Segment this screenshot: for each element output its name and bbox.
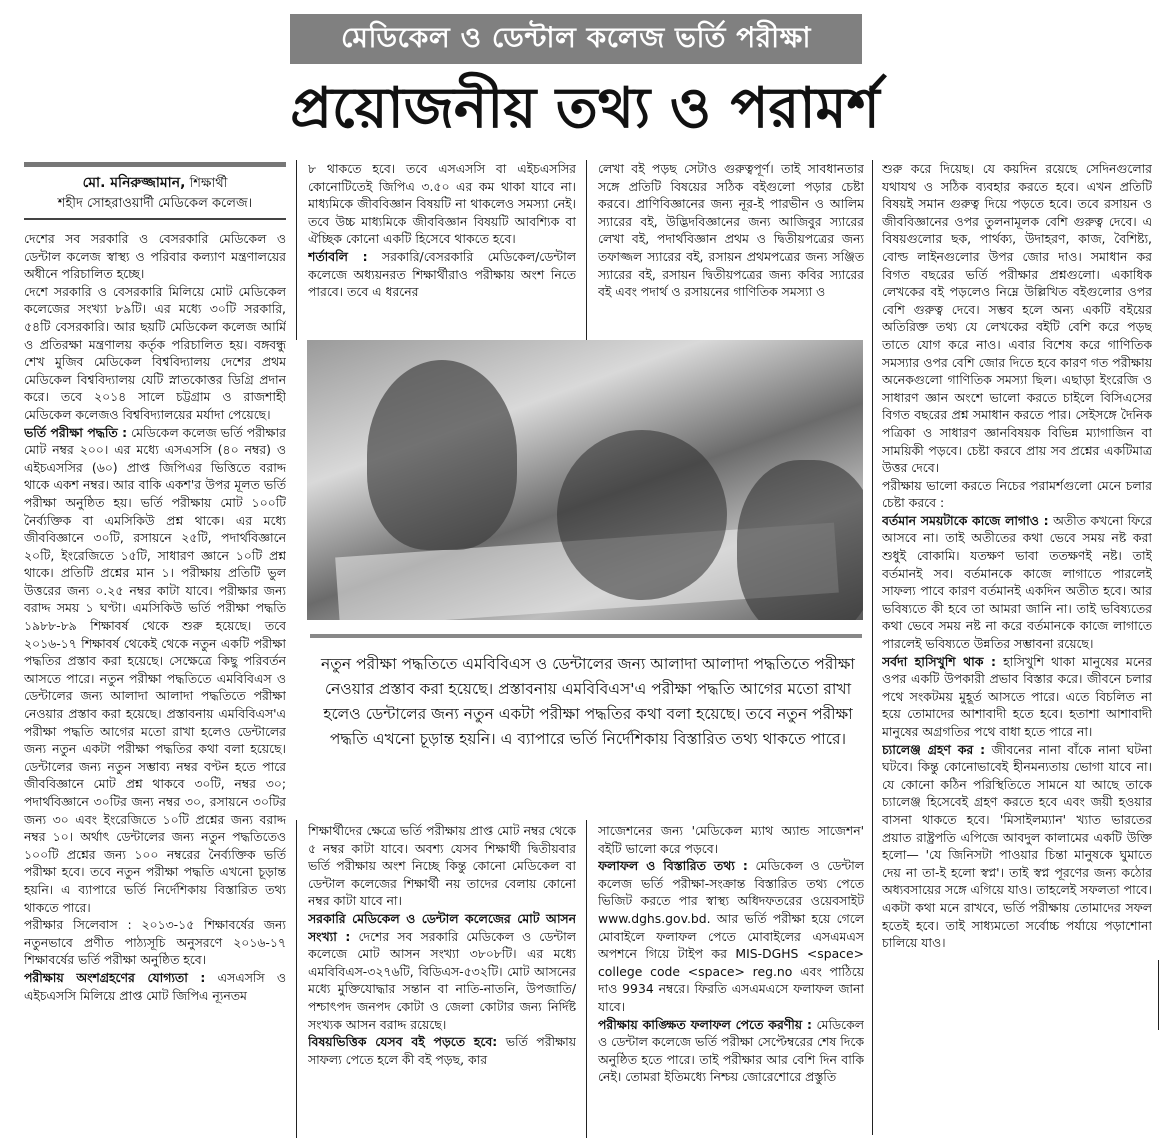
paragraph-text: এসএসসি ও এইচএসসি মিলিয়ে প্রাপ্ত মোট জিপিএ ন্যূনতম bbox=[24, 969, 286, 1003]
column-divider bbox=[296, 820, 297, 1138]
article-paragraph bbox=[882, 741, 1152, 952]
article-paragraph: শুরু করে দিয়েছ। যে কয়দিন রয়েছে সেদিনগুলোর যথাযথ ও সঠিক ব্যবহার করতে হবে। এখন প্রতিটি বিষয়ই সমান গুরুত্ব দিয়ে পড়তে হবে। তবে রসায়ন ও জীববিজ্ঞানের ওপর তুলনামূলক বেশি গুরুত্ব দেবে। এ বিষয়গুলোর ছক, পার্থক্য, উদাহরণ, কাজ, বৈশিষ্ট্য, বোল্ড লাইনগুলোর উপর জোর দাও। সমাধান কর বিগত বছরের ভর্তি পরীক্ষার প্রশ্নগুলো। একাধিক লেখকের বই পড়লেও নিম্নে উল্লিখিত বইগুলোর ওপর বেশি গুরুত্ব দেবে। সম্ভব হলে অন্য একটি বইয়ের অতিরিক্ত তথ্য যে লেখকের বইটি বেশি করে পড়ছ তাতে যোগ করে নাও। এবার বিশেষ করে গাণিতিক সমস্যার ওপর বেশি জোর দিতে হবে কারণ গত পরীক্ষায় অনেকগুলো গাণিতিক সমস্যা ছিল। এছাড়া ইংরেজি ও সাধারণ জ্ঞান অংশে ভালো করতে চাইলে বিসিএসের বিগত বছরের প্রশ্ন সমাধান করতে পার। সেইসঙ্গে দৈনিক পত্রিকা ও সাধারণ জ্ঞানবিষয়ক বিভিন্ন ম্যাগাজিন বা সাময়িকী পড়বে। চেষ্টা করবে প্রায় সব প্রশ্নের একটিমাত্র উত্তর দেবে। bbox=[882, 161, 1152, 476]
paragraph-text: হাসিখুশি থাকা মানুষের মনের ওপর একটি উপকারী প্রভাব বিস্তার করে। জীবনে চলার পথে সংকটময় মুহূর্ত আসতে পারে। এতে বিচলিত না হয়ে তোমাদের আশাবাদী হতে হবে। হতাশা আশাবাদী মানুষের অগ্রগতির পথে বাধা হতে পারে না। bbox=[882, 653, 1152, 739]
paragraph-text: ভর্তি পরীক্ষায় সাফল্য পেতে হলে কী বই পড়ছ, কার bbox=[308, 1034, 576, 1067]
subheading: চ্যালেঞ্জ গ্রহণ কর : bbox=[882, 741, 986, 757]
column-2-bottom bbox=[308, 822, 576, 1140]
column-divider bbox=[586, 160, 587, 340]
article-paragraph: দেশের সব সরকারি ও বেসরকারি মেডিকেল ও ডেন্টাল কলেজ স্বাস্থ্য ও পরিবার কল্যাণ মন্ত্রণালয়ের অধীনে পরিচালিত হচ্ছে। bbox=[24, 231, 286, 282]
column-divider bbox=[1158, 960, 1159, 1030]
headline: প্রয়োজনীয় তথ্য ও পরামর্শ bbox=[290, 75, 880, 141]
column-2-top bbox=[308, 160, 576, 336]
paragraph-text: সরকারি/বেসরকারি মেডিকেল/ডেন্টাল কলেজে অধ্যয়নরত শিক্ষার্থীরাও পরীক্ষায় অংশ নিতে পারবে। তবে এ ধরনের bbox=[308, 248, 576, 300]
article-paragraph bbox=[24, 424, 286, 917]
article-paragraph: পরীক্ষার সিলেবাস : ২০১৩-১৫ শিক্ষাবর্ষের জন্য নতুনভাবে প্রণীত পাঠ্যসূচি অনুসরণে ২০১৬-১৭ শিক্ষাবর্ষের ভর্তি পরীক্ষা অনুষ্ঠিত হবে। bbox=[24, 917, 286, 968]
article-paragraph: পরীক্ষায় ভালো করতে নিচের পরামর্শগুলো মেনে চলার চেষ্টা করবে : bbox=[882, 477, 1152, 511]
subheading: সরকারি মেডিকেল ও ডেন্টাল কলেজের মোট আসন সংখ্যা : bbox=[308, 910, 576, 944]
column-divider bbox=[586, 820, 587, 1138]
subheading: পরীক্ষায় কাঙ্ক্ষিত ফলাফল পেতে করণীয় : bbox=[598, 1016, 812, 1032]
article-paragraph bbox=[308, 910, 576, 1033]
paragraph-text: দেশের সব সরকারি মেডিকেল ও ডেন্টাল কলেজে মোট আসন সংখ্যা ৩৮০৮টি। এর মধ্যে এমবিবিএস-৩২৭৬টি, বিডিএস-৫৩২টি। মোট আসনের মধ্যে মুক্তিযোদ্ধার সন্তান বা নাতি-নাতনি, উপজাতি/পশ্চাৎপদ জনপদ কোটা ও জেলা কোটার জন্য নির্দিষ্ট সংখ্যক আসন বরাদ্দ রয়েছে। bbox=[308, 928, 576, 1032]
article-paragraph bbox=[598, 857, 864, 1015]
article-paragraph bbox=[24, 969, 286, 1004]
article-paragraph: দেশে সরকারি ও বেসরকারি মিলিয়ে মোট মেডিকেল কলেজের সংখ্যা ৮৯টি। এর মধ্যে ৩০টি সরকারি, ৫৪টি বেসরকারি। আর ছয়টি মেডিকেল কলেজ আর্মি ও প্রতিরক্ষা মন্ত্রণালয় কর্তৃক পরিচালিত হয়। বঙ্গবন্ধু শেখ মুজিব মেডিকেল বিশ্ববিদ্যালয় দেশের প্রথম মেডিকেল বিশ্ববিদ্যালয় যেটি স্নাতকোত্তর ডিগ্রি প্রদান করে। তবে ২০১৪ সালে চট্টগ্রাম ও রাজশাহী মেডিকেল কলেজও বিশ্ববিদ্যালয়ের মর্যাদা পেয়েছে। bbox=[24, 283, 286, 422]
subheading: বিষয়ভিত্তিক যেসব বই পড়তে হবে: bbox=[308, 1034, 498, 1050]
subheading: পরীক্ষায় অংশগ্রহণের যোগ্যতা : bbox=[24, 969, 206, 985]
column-3-top bbox=[598, 160, 864, 336]
subheading: শর্তাবলি : bbox=[308, 248, 368, 264]
paragraph-text: মেডিকেল ও ডেন্টাল কলেজ ভর্তি পরীক্ষা-সংক্রান্ত বিস্তারিত তথ্য পেতে ভিজিট করতে পার স্বাস্থ্য অধিদফতরের ওয়েবসাইট www.dghs.gov.bd. আর ভর্তি পরীক্ষা হয়ে গেলে মোবাইলে ফলাফল পেতে মোবাইলের এসএমএস অপশনে গিয়ে টাইপ কর MIS-DGHS <space> college code <space> reg.no এবং পাঠিয়ে দাও 9934 নম্বরে। ফিরতি এসএমএসে ফলাফল জানা যাবে। bbox=[598, 858, 864, 1014]
subheading: বর্তমান সময়টাকে কাজে লাগাও : bbox=[882, 512, 1049, 528]
article-paragraph: ৮ থাকতে হবে। তবে এসএসসি বা এইচএসসির কোনোটিতেই জিপিএ ৩.৫০ এর কম থাকা যাবে না। মাধ্যমিকে জীববিজ্ঞান বিষয়টি না থাকলেও সমস্যা নেই। তবে উচ্চ মাধ্যমিকে জীববিজ্ঞান বিষয়টি আবশ্যিক বা ঐচ্ছিক কোনো একটি হিসেবে থাকতে হবে। bbox=[308, 161, 576, 247]
article-paragraph bbox=[882, 653, 1152, 741]
article-paragraph: লেখা বই পড়ছ সেটাও গুরুত্বপূর্ণ। তাই সাবধানতার সঙ্গে প্রতিটি বিষয়ের সঠিক বইগুলো পড়ার চেষ্টা করবে। প্রাণিবিজ্ঞানের জন্য নূর-ই পারভীন ও আলিম স্যারের বই, উদ্ভিদবিজ্ঞানের জন্য আজিবুর স্যারের লেখা বই, পদার্থবিজ্ঞান প্রথম ও দ্বিতীয়পত্রের জন্য তফাজ্জল স্যারের বই, রসায়ন প্রথমপত্রের জন্য সঞ্জিত স্যারের বই, রসায়ন দ্বিতীয়পত্রের জন্য কবির স্যারের বই এবং পদার্থ ও রসায়নের গাণিতিক সমস্যা ও bbox=[598, 161, 864, 300]
pullquote: নতুন পরীক্ষা পদ্ধতিতে এমবিবিএস ও ডেন্টালের জন্য আলাদা আলাদা পদ্ধতিতে পরীক্ষা নেওয়ার প্রস্তাব করা হয়েছে। প্রস্তাবনায় এমবিবিএস'এ পরীক্ষা পদ্ধতি আগের মতো রাখা হলেও ডেন্টালের জন্য নতুন একটা পরীক্ষা পদ্ধতির কথা বলা হয়েছে। তবে নতুন পরীক্ষা পদ্ধতি এখনো চূড়ান্ত হয়নি। এ ব্যাপারে ভর্তি নির্দেশিকায় বিস্তারিত তথ্য থাকতে পারে। bbox=[321, 655, 855, 748]
paragraph-text: মেডিকেল ও ডেন্টাল কলেজে ভর্তি পরীক্ষা সেপ্টেম্বরের শেষ দিকে অনুষ্ঠিত হতে পারে। তাই পরীক্ষার আর বেশি দিন বাকি নেই। তোমরা ইতিমধ্যে নিশ্চয় জোরেশোরে প্রস্তুতি bbox=[598, 1016, 864, 1085]
article-paragraph bbox=[308, 248, 576, 301]
column-divider bbox=[872, 160, 873, 1135]
author-role: শিক্ষার্থী bbox=[189, 176, 228, 191]
byline-divider bbox=[24, 218, 286, 220]
paragraph-text: জীবনের নানা বাঁকে নানা ঘটনা ঘটবে। কিন্তু কোনোভাবেই হীনমন্যতায় ভোগা যাবে না। যে কোনো কঠিন পরিস্থিতিতে সামনে যা আছে তাকে চ্যালেঞ্জ হিসেবেই গ্রহণ করতে হবে এবং জয়ী হওয়ার বাসনা থাকতে হবে। 'মিসাইলম্যান' খ্যাত ভারতের প্রয়াত রাষ্ট্রপতি এপিজে আবদুল কালামের একটি উক্তি হলো— 'যে জিনিসটা পাওয়ার চিন্তা মানুষকে ঘুমাতে দেয় না তা-ই হলো স্বপ্ন'। তাই স্বপ্ন পূরণের জন্য কঠোর অধ্যবসায়ের সঙ্গে এগিয়ে যাও। তাহলেই সফলতা পাবে। একটা কথা মনে রাখবে, ভর্তি পরীক্ষায় তোমাদের সফল হতেই হবে। তাই সাধ্যমতো সর্বোচ্চ পর্যায়ে পড়াশোনা চালিয়ে যাও। bbox=[882, 741, 1152, 951]
column-1 bbox=[24, 230, 286, 1138]
subheading: ভর্তি পরীক্ষা পদ্ধতি : bbox=[24, 424, 128, 440]
article-paragraph: শিক্ষার্থীদের ক্ষেত্রে ভর্তি পরীক্ষায় প্রাপ্ত মোট নম্বর থেকে ৫ নম্বর কাটা যাবে। অবশ্য যেসব শিক্ষার্থী দ্বিতীয়বার ভর্তি পরীক্ষায় অংশ নিচ্ছে কিন্তু কোনো মেডিকেল বা ডেন্টাল কলেজের শিক্ষার্থী নয় তাদের বেলায় কোনো নম্বর কাটা যাবে না। bbox=[308, 823, 576, 909]
column-3-bottom bbox=[598, 822, 864, 1140]
column-divider bbox=[296, 160, 297, 340]
article-paragraph bbox=[308, 1033, 576, 1068]
article-paragraph bbox=[598, 1016, 864, 1086]
paragraph-text: অতীত কখনো ফিরে আসবে না। তাই অতীতের কথা ভেবে সময় নষ্ট করা শুধুই বোকামি। যতক্ষণ ভাবা ততক্ষণই নষ্ট। তাই বর্তমানই সব। বর্তমানকে কাজে লাগাতে পারলেই সাফল্য পাবে কারণ বর্তমানই একদিন অতীত হবে। আর ভবিষ্যতে কী হবে তা আমরা জানি না। তাই ভবিষ্যতের কথা ভেবে সময় নষ্ট না করে বর্তমানকে কাজে লাগাতে পারলেই ভবিষ্যতে উন্নতির সম্ভাবনা রয়েছে। bbox=[882, 512, 1152, 652]
section-kicker: মেডিকেল ও ডেন্টাল কলেজ ভর্তি পরীক্ষা bbox=[290, 14, 862, 64]
article-paragraph bbox=[882, 512, 1152, 653]
author-institution: শহীদ সোহরাওয়ার্দী মেডিকেল কলেজ। bbox=[57, 196, 253, 211]
paragraph-text: মেডিকেল কলেজ ভর্তি পরীক্ষার মোট নম্বর ২০০। এর মধ্যে এসএসসি (৪০ নম্বর) ও এইচএসসির (৬০) প্রাপ্ত জিপিএর ভিত্তিতে বরাদ্দ থাকে একশ নম্বর। আর বাকি একশ'র উপর মূলত ভর্তি পরীক্ষা অনুষ্ঠিত হয়। ভর্তি পরীক্ষায় মোট ১০০টি নৈর্ব্যক্তিক বা এমসিকিউ প্রশ্ন থাকে। এর মধ্যে জীববিজ্ঞানে ৩০টি, রসায়নে ২৫টি, পদার্থবিজ্ঞানে ২০টি, ইংরেজিতে ১৫টি, সাধারণ জ্ঞানে ১০টি প্রশ্ন থাকে। প্রতিটি প্রশ্নের মান ১। পরীক্ষায় প্রতিটি ভুল উত্তরের জন্য ০.২৫ নম্বর কাটা যাবে। পরীক্ষার জন্য বরাদ্দ সময় ১ ঘণ্টা। এমসিকিউ ভর্তি পরীক্ষা পদ্ধতি ১৯৮৮-৮৯ শিক্ষাবর্ষ থেকে শুরু হয়েছে। তবে ২০১৬-১৭ শিক্ষাবর্ষ থেকেই থেকে নতুন একটি পরীক্ষা পদ্ধতির প্রস্তাব করা হয়েছে। সেক্ষেত্রে কিছু পরিবর্তন আসতে পারে। নতুন পরীক্ষা পদ্ধতিতে এমবিবিএস ও ডেন্টালের জন্য আলাদা আলাদা পদ্ধতিতে পরীক্ষা নেওয়ার প্রস্তাব করা হয়েছে। প্রস্তাবনায় এমবিবিএস'এ পরীক্ষা পদ্ধতি আগের মতো রাখা হলেও ডেন্টালের জন্য নতুন একটা পরীক্ষা পদ্ধতির কথা বলা হয়েছে। ডেন্টালের জন্য নতুন সম্ভাব্য নম্বর বণ্টন হতে পারে জীববিজ্ঞানে মোট প্রশ্ন থাকবে ৩০টি, নম্বর ৩০; পদার্থবিজ্ঞানে ৩০টির জন্য নম্বর ৩০, রসায়নে ৩০টির জন্য ৩০ এবং ইংরেজিতে ১০টি প্রশ্নের জন্য বরাদ্দ নম্বর ১০। অর্থাৎ ডেন্টালের জন্য নতুন পদ্ধতিতেও ১০০টি প্রশ্নের জন্য ১০০ নম্বরের নৈর্ব্যক্তিক ভর্তি পরীক্ষা হবে। তবে নতুন পরীক্ষা পদ্ধতি এখনো চূড়ান্ত হয়নি। এ ব্যাপারে ভর্তি নির্দেশিকায় বিস্তারিত তথ্য থাকতে পারে। bbox=[24, 424, 286, 915]
author-name: মো. মনিরুজ্জামান, bbox=[82, 175, 186, 191]
subheading: সর্বদা হাসিখুশি থাক : bbox=[882, 653, 996, 669]
article-paragraph: সাজেশনের জন্য 'মেডিকেল ম্যাথ অ্যান্ড সাজেশন' বইটি ভালো করে পড়বে। bbox=[598, 823, 864, 856]
column-4 bbox=[882, 160, 1152, 1138]
subheading: ফলাফল ও বিস্তারিত তথ্য : bbox=[598, 858, 748, 874]
byline bbox=[24, 162, 286, 214]
students-exam-photo bbox=[307, 340, 863, 620]
